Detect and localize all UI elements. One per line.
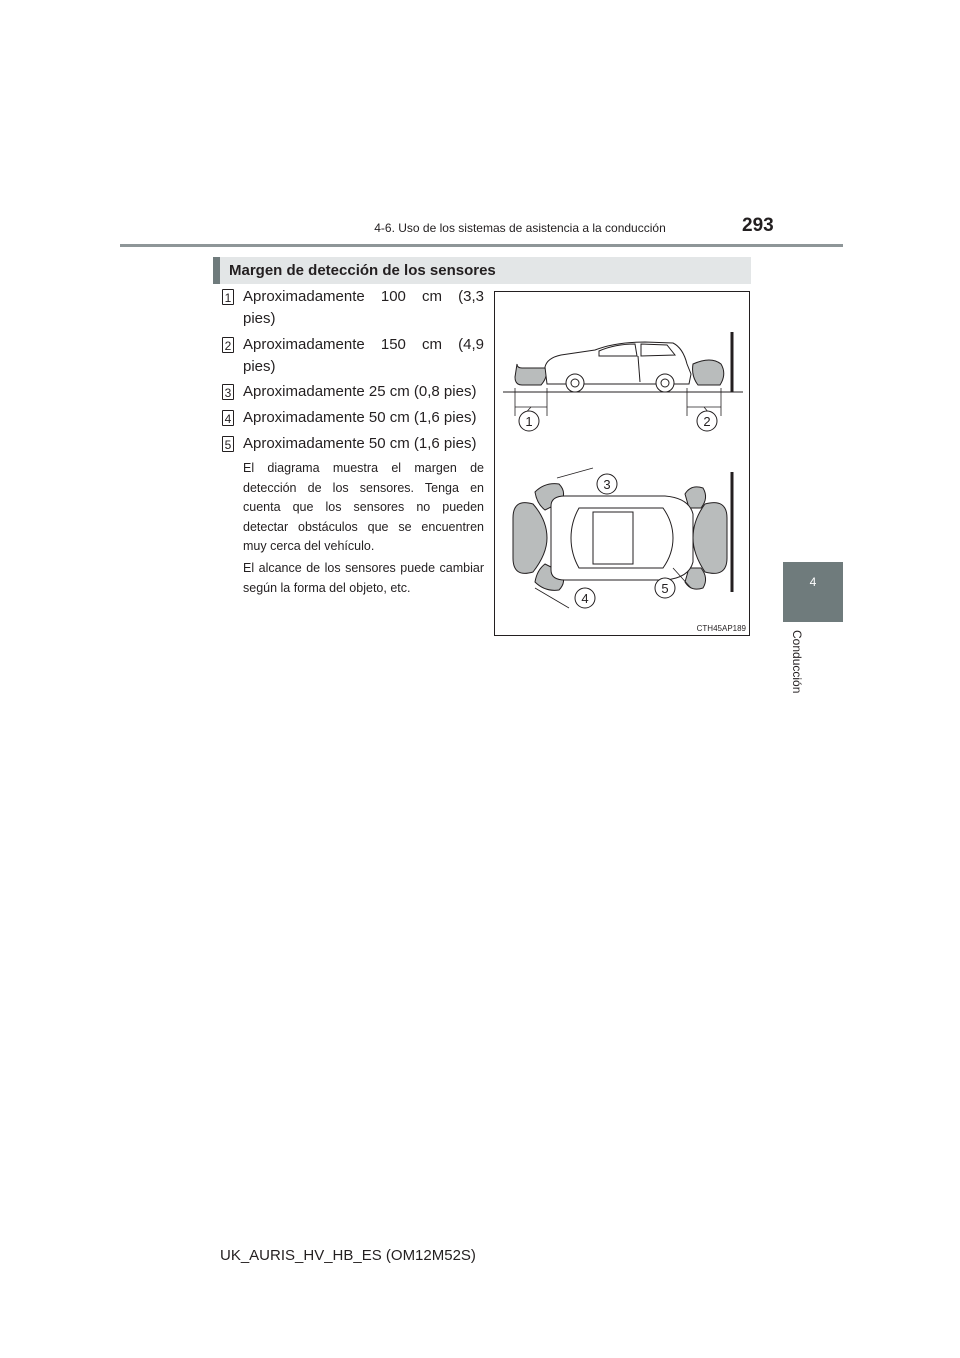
item-marker: 3	[222, 384, 234, 400]
section-heading	[213, 257, 751, 284]
list-item	[222, 286, 484, 330]
section-heading-bar	[213, 257, 220, 284]
item-text: Aproximadamente 25 cm (0,8 pies)	[243, 383, 477, 400]
rear-center-detection-zone	[513, 503, 547, 574]
item-marker: 5	[222, 436, 234, 452]
callout-label: 2	[703, 414, 711, 429]
callout-4	[575, 588, 595, 608]
sensor-range-diagram	[495, 292, 749, 635]
item-marker: 1	[222, 289, 234, 305]
callout-label: 1	[525, 414, 533, 429]
dim-line-4	[535, 588, 569, 608]
item-marker: 4	[222, 410, 234, 426]
callout-3	[597, 474, 617, 494]
list-item	[222, 381, 484, 403]
car-side-view	[545, 342, 691, 392]
front-detection-zone-side	[693, 360, 724, 385]
car-top-view	[551, 496, 693, 580]
note-paragraph: El alcance de los sensores puede cambiar según la forma del objeto, etc.	[243, 561, 484, 595]
dim-line-3	[557, 468, 593, 478]
item-text: Aproximadamente 100 cm (3,3 pies)	[243, 288, 484, 327]
callout-label: 4	[581, 591, 589, 606]
item-text: Aproximadamente 50 cm (1,6 pies)	[243, 435, 477, 452]
figure-code: CTH45AP189	[696, 624, 746, 633]
chapter-label: Conducción	[790, 630, 804, 694]
list-item	[222, 433, 484, 455]
callout-label: 3	[603, 477, 611, 492]
callout-2	[697, 411, 717, 431]
rear-detection-zone-side	[515, 364, 546, 385]
page-number: 293	[742, 215, 774, 236]
note-paragraph: El diagrama muestra el margen de detección de los sensores. Tenga en cuenta que los sensores no pueden detectar obstáculos que se encuentren muy cerca del vehículo.	[243, 461, 484, 553]
list-item	[222, 334, 484, 378]
manual-code: UK_AURIS_HV_HB_ES (OM12M52S)	[220, 1247, 476, 1264]
item-marker: 2	[222, 337, 234, 353]
callout-5	[655, 578, 675, 598]
callout-1	[519, 411, 539, 431]
item-text: Aproximadamente 150 cm (4,9 pies)	[243, 336, 484, 375]
front-center-detection-zone	[693, 503, 727, 574]
running-header-section: 4-6. Uso de los sistemas de asistencia a la conducción	[374, 221, 666, 235]
header-rule	[120, 244, 843, 247]
list-item	[222, 407, 484, 429]
section-heading-text: Margen de detección de los sensores	[229, 262, 496, 279]
item-text: Aproximadamente 50 cm (1,6 pies)	[243, 409, 477, 426]
callout-label: 5	[661, 581, 669, 596]
chapter-tab[interactable]	[783, 562, 843, 622]
sensor-range-figure	[494, 291, 750, 636]
chapter-number: 4	[809, 575, 817, 589]
